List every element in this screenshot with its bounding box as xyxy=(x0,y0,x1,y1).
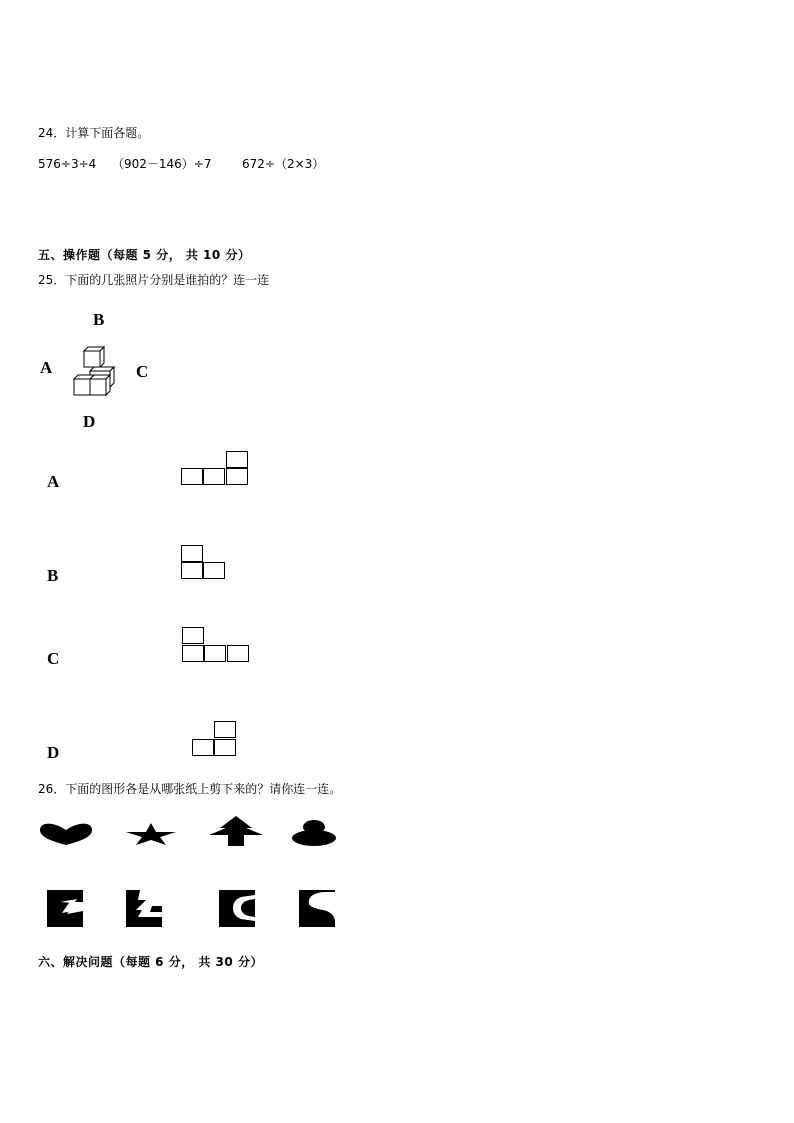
cut-paper-4 xyxy=(299,890,335,927)
cut-paper-3 xyxy=(219,890,255,927)
arrow-shape xyxy=(208,815,264,847)
position-label-right: C xyxy=(136,362,149,381)
star-shape xyxy=(125,822,177,846)
q24-expression-3: 672÷（2×3） xyxy=(242,157,325,171)
cube-stack-figure xyxy=(70,342,122,400)
q24-expression-2: （902－146）÷7 xyxy=(112,157,212,171)
q25-title: 25．下面的几张照片分别是谁拍的？连一连 xyxy=(38,273,270,287)
mushroom-shape xyxy=(291,819,337,847)
photo-label-b: B xyxy=(47,566,59,585)
photo-label-d: D xyxy=(47,743,60,762)
photo-label-c: C xyxy=(47,649,60,668)
photo-label-a: A xyxy=(47,472,60,491)
q24-title: 24．计算下面各题。 xyxy=(38,126,150,140)
section-6-title: 六、解决问题（每题 6 分， 共 30 分） xyxy=(38,955,263,969)
position-label-bottom: D xyxy=(83,412,96,431)
heart-shape xyxy=(39,822,93,846)
position-label-top: B xyxy=(93,310,105,329)
q24-expression-1: 576÷3÷4 xyxy=(38,157,97,171)
position-label-left: A xyxy=(40,358,53,377)
section-5-title: 五、操作题（每题 5 分， 共 10 分） xyxy=(38,248,251,262)
cut-paper-2 xyxy=(126,890,162,927)
cut-paper-1 xyxy=(47,890,83,927)
q26-title: 26．下面的图形各是从哪张纸上剪下来的？请你连一连。 xyxy=(38,782,342,796)
